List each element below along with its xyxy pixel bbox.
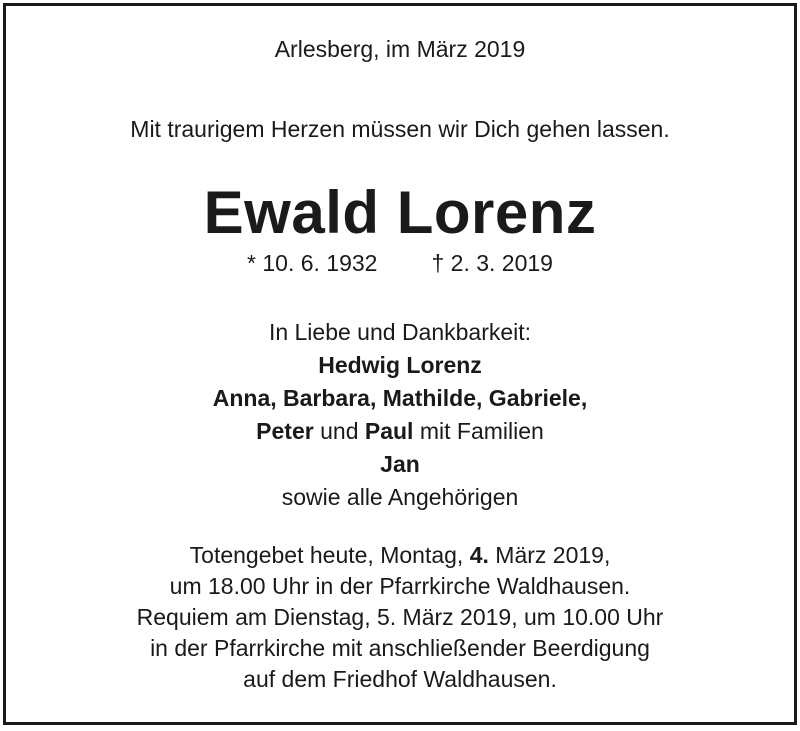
service-line-1-prefix: Totengebet heute, Montag, (189, 542, 464, 568)
grandchild-name: Jan (380, 451, 420, 477)
service-info (0, 540, 800, 695)
deceased-name: Ewald Lorenz (203, 179, 597, 246)
intro-text: Mit traurigem Herzen müssen wir Dich gehen lassen. (130, 116, 670, 142)
service-line-1-suffix: März 2019, (495, 542, 611, 568)
connector-text: und (320, 418, 359, 444)
place-date: Arlesberg, im März 2019 (274, 36, 526, 62)
spouse-name: Hedwig Lorenz (318, 352, 482, 378)
life-dates (0, 248, 800, 279)
mourners-section (0, 316, 800, 514)
service-day: 4. (469, 542, 489, 568)
service-line-5: auf dem Friedhof Waldhausen. (243, 666, 557, 692)
son-name-1: Peter (256, 418, 314, 444)
families-text: mit Familien (419, 418, 544, 444)
daughters-names: Anna, Barbara, Mathilde, Gabriele, (212, 385, 588, 411)
mourners-heading: In Liebe und Dankbarkeit: (268, 319, 532, 345)
sons-line (0, 415, 800, 448)
death-date: † 2. 3. 2019 (431, 250, 553, 276)
son-name-2: Paul (364, 418, 414, 444)
service-line-2: um 18.00 Uhr in der Pfarrkirche Waldhausen. (169, 573, 631, 599)
service-line-4: in der Pfarrkirche mit anschließender Beerdigung (150, 635, 650, 661)
service-line-1 (0, 540, 800, 571)
service-line-3: Requiem am Dienstag, 5. März 2019, um 10.00 Uhr (136, 604, 664, 630)
relatives-text: sowie alle Angehörigen (281, 484, 519, 510)
birth-date: * 10. 6. 1932 (247, 250, 378, 276)
